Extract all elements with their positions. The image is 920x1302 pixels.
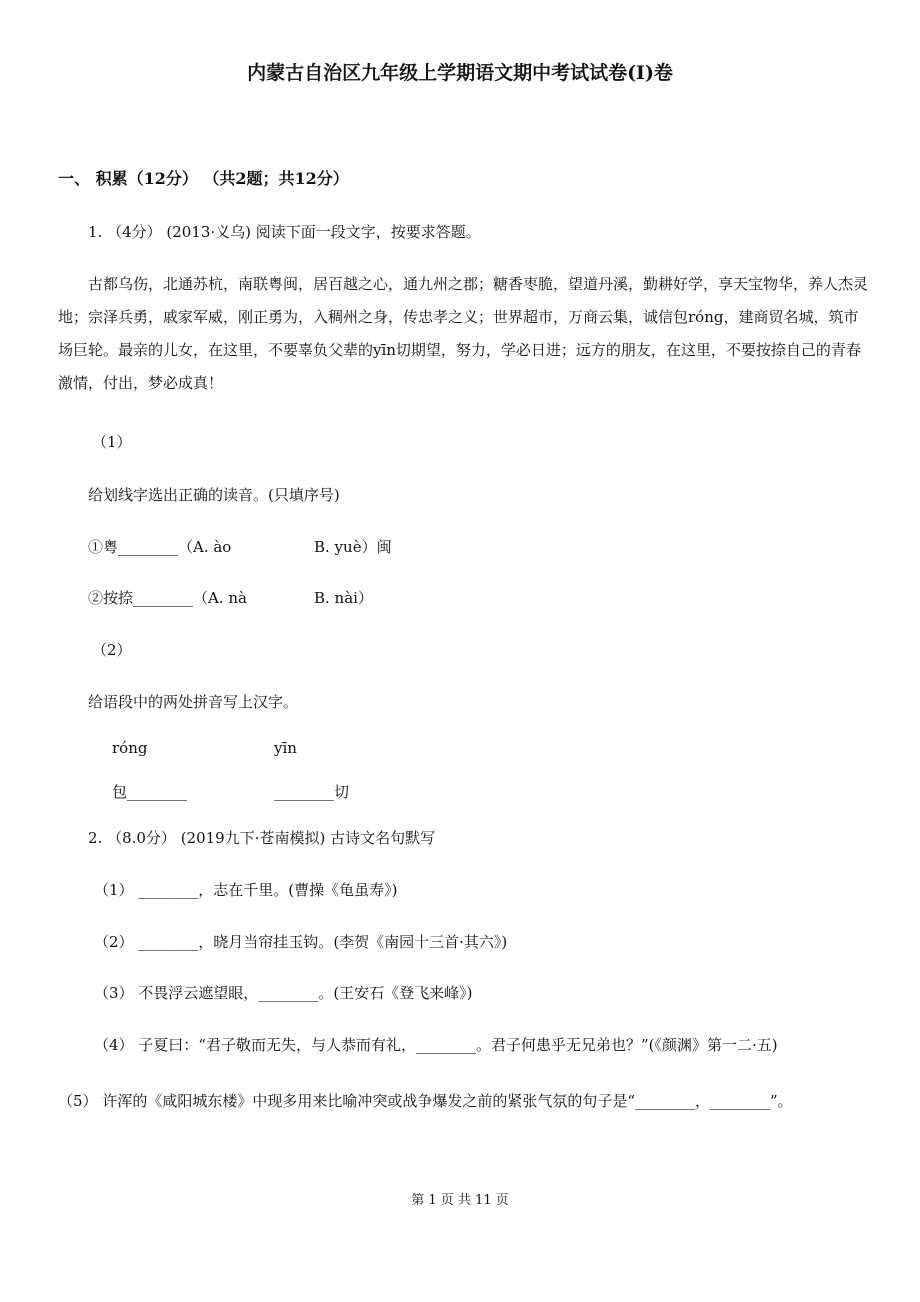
pinyin-yin: yīn bbox=[274, 739, 297, 757]
question-1-part-1-instruction: 给划线字选出正确的读音。(只填序号) bbox=[88, 486, 340, 504]
question-2-item-2: （2） ________，晓月当帘挂玉钩。(李贺《南园十三首·其六》) bbox=[94, 933, 508, 951]
question-2-item-3: （3） 不畏浮云遮望眼，________。(王安石《登飞来峰》) bbox=[94, 984, 473, 1002]
question-1-item-1: ①粤________（A. ào bbox=[88, 538, 232, 556]
pinyin-rong: róng bbox=[112, 739, 148, 757]
question-2-item-5-label: （5） bbox=[58, 1092, 98, 1110]
question-2-item-4: （4） 子夏曰：“君子敬而无失，与人恭而有礼，________。君子何患乎无兄弟也？”(《颜渊》第一二·五) bbox=[94, 1036, 778, 1054]
section-heading: 一、 积累（12分） （共2题；共12分） bbox=[58, 169, 349, 188]
question-2-item-5 bbox=[58, 1086, 868, 1116]
question-1-part-2-instruction: 给语段中的两处拼音写上汉字。 bbox=[88, 693, 299, 711]
question-1-item-2-option-b: B. nài） bbox=[314, 589, 373, 607]
page-footer: 第 1 页 共 11 页 bbox=[411, 1193, 509, 1208]
question-1-passage: 古都乌伤，北通苏杭，南联粤闽，居百越之心，通九州之郡；糖香枣脆，望道丹溪，勤耕好学，享天宝物华，养人杰灵地；宗泽兵勇，戚家军威，刚正勇为，入稠州之身，传忠孝之义；世界超市，万商云集，诚信包róng，建商贸名城，筑市场巨轮。最亲的儿女，在这里，不要辜负父辈的yīn切期望，努力，学必日进；远方的朋友，在这里，不要按捺自己的青春激情，付出，梦必成真！ bbox=[58, 275, 869, 392]
question-2-item-5-text: 许浑的《咸阳城东楼》中现多用来比喻冲突或战争爆发之前的紧张气氛的句子是“________，________”。 bbox=[97, 1092, 793, 1110]
question-1-part-2-label: （2） bbox=[92, 641, 132, 659]
question-1-stem: 1. （4分） (2013·义乌) 阅读下面一段文字，按要求答题。 bbox=[88, 223, 481, 241]
answer-blank-yin: ________切 bbox=[274, 783, 350, 801]
page-title: 内蒙古自治区九年级上学期语文期中考试试卷(I)卷 bbox=[247, 62, 673, 84]
question-1-item-1-option-b: B. yuè）闽 bbox=[314, 538, 392, 556]
question-2-item-1: （1） ________，志在千里。(曹操《龟虽寿》) bbox=[94, 881, 398, 899]
question-1-item-2: ②按捺________（A. nà bbox=[88, 589, 247, 607]
answer-blank-rong: 包________ bbox=[112, 783, 188, 801]
question-1-part-1-label: （1） bbox=[92, 433, 132, 451]
question-2-stem: 2. （8.0分） (2019九下·苍南模拟) 古诗文名句默写 bbox=[88, 829, 436, 847]
